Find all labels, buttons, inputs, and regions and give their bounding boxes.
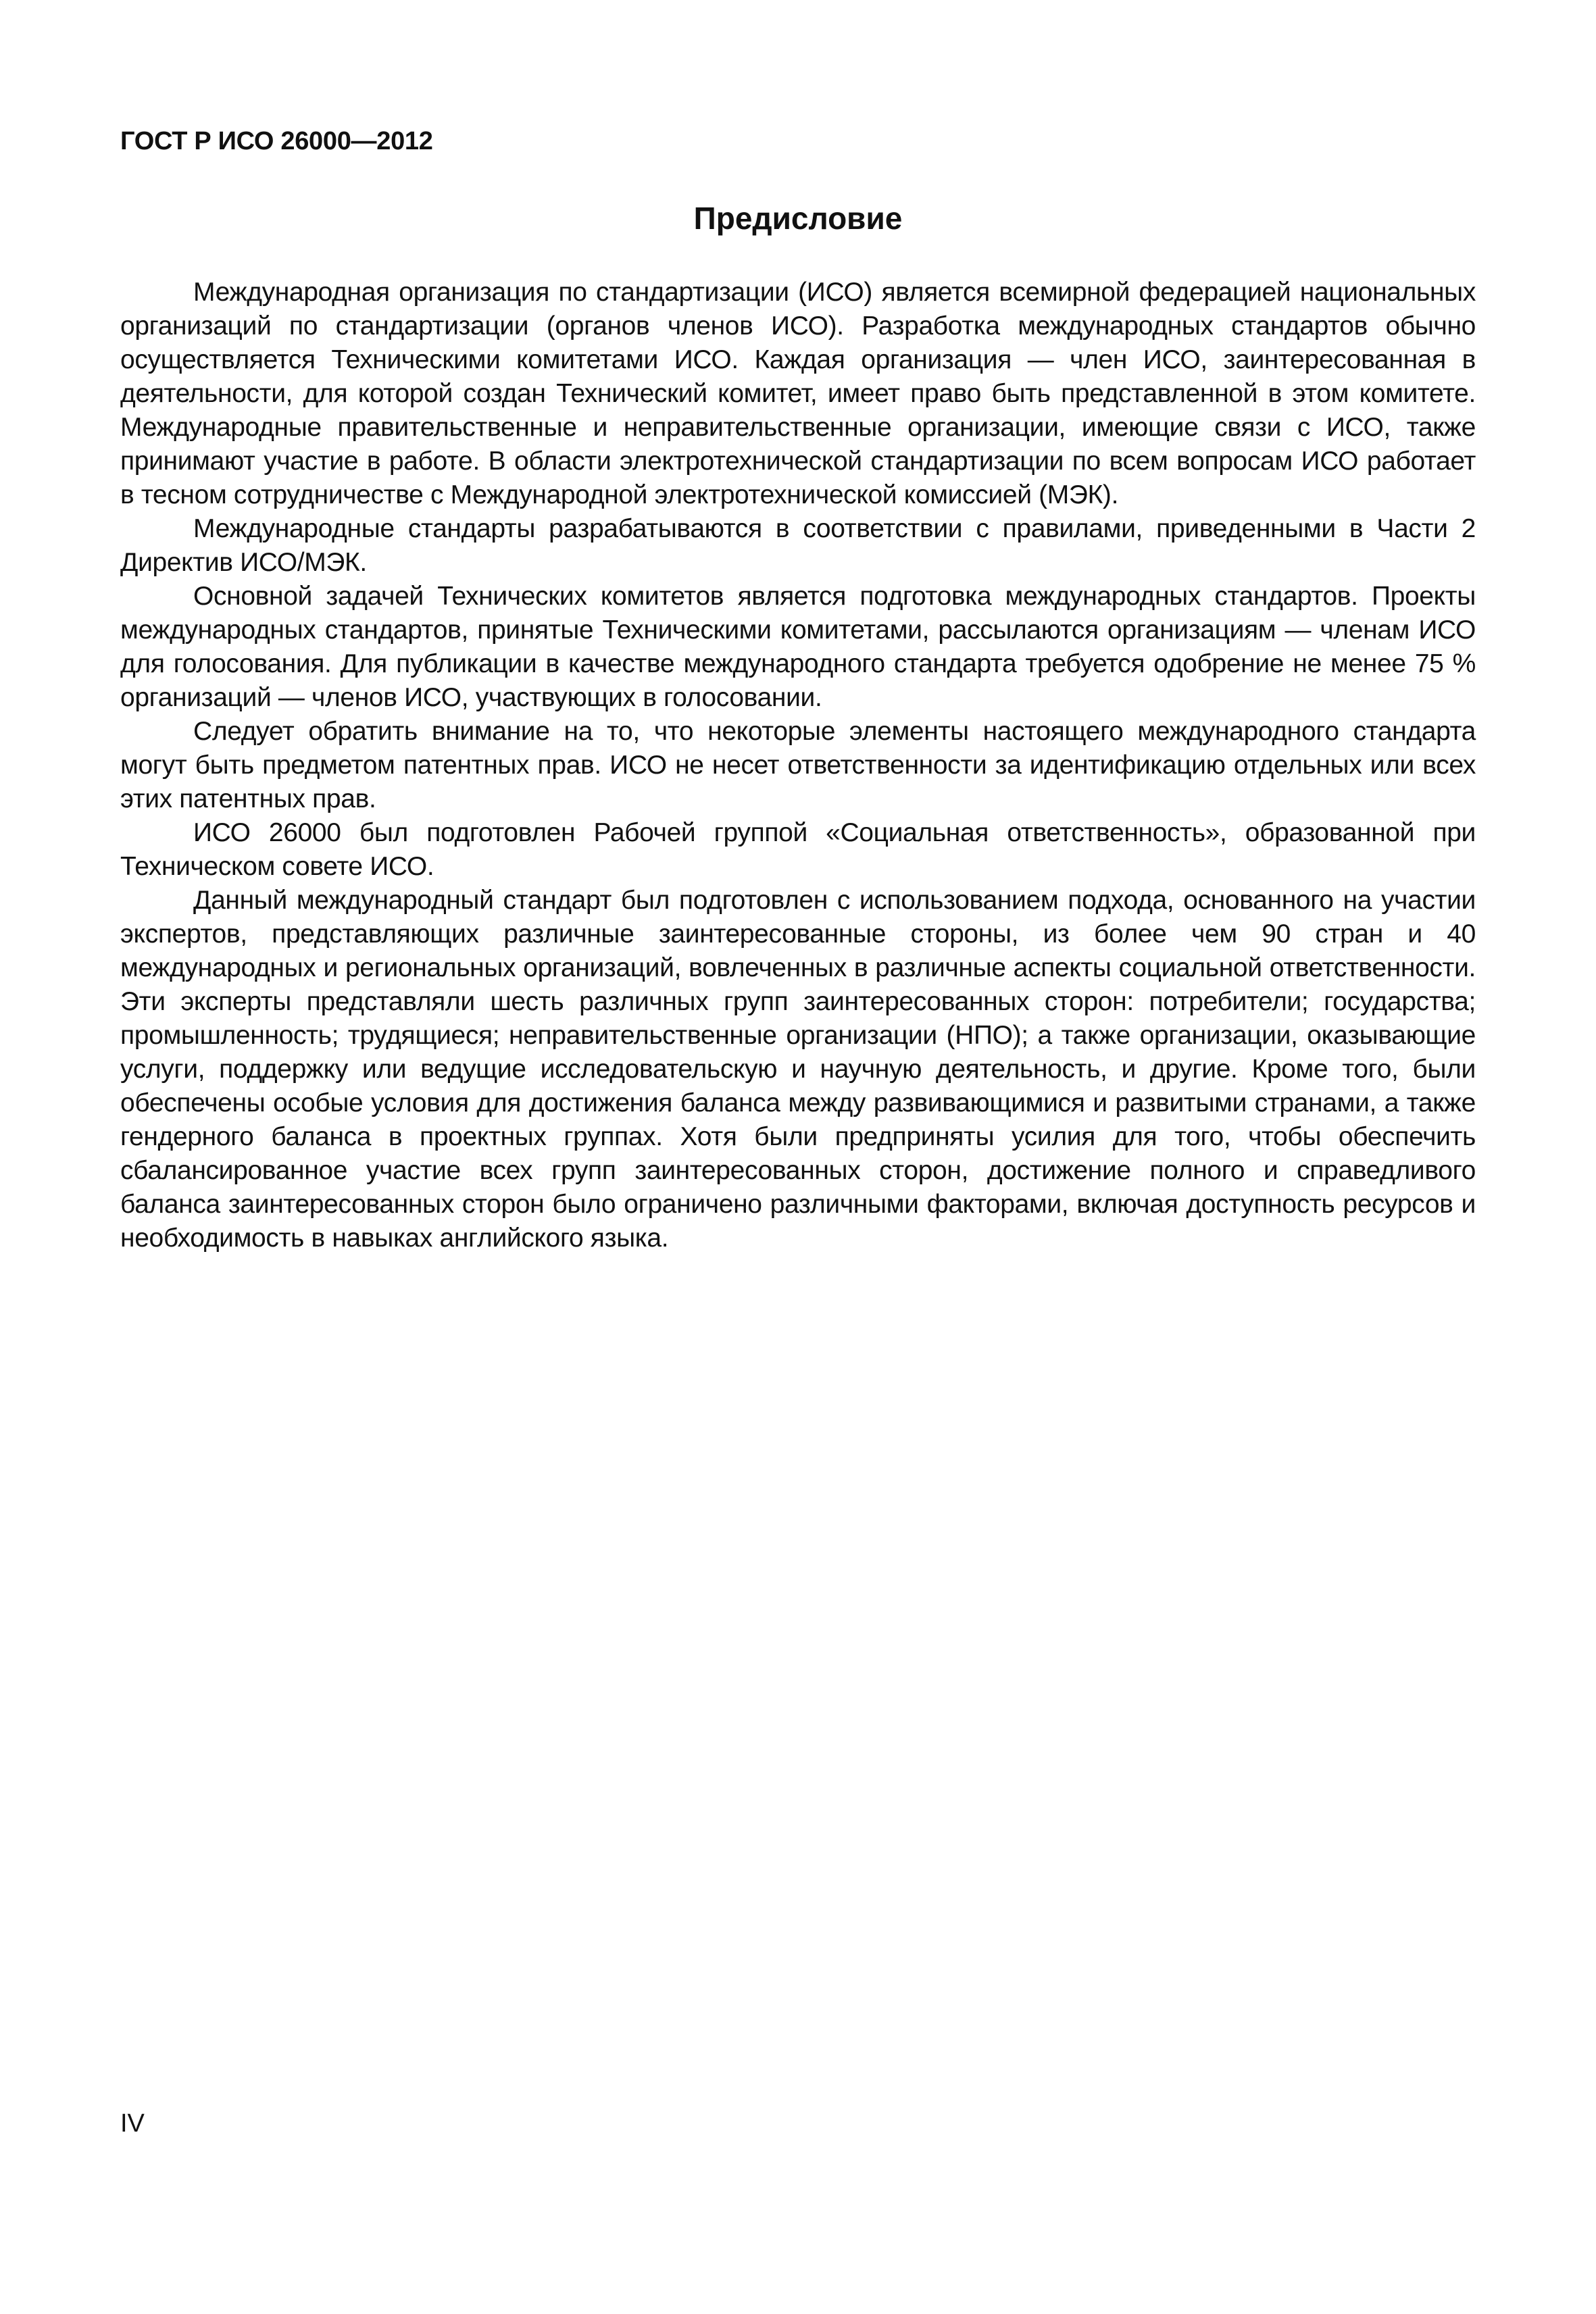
paragraph-3: Основной задачей Технических комитетов является подготовка международных стандартов. Проекты международных стандартов, принятые Техническими комитетами, рассылаются организациям — членам ИСО для голосования. Для публикации в качестве международного стандарта требуется одобрение не менее 75 % организаций — членов ИСО, участвующих в голосовании. [120,582,1476,712]
paragraph-4: Следует обратить внимание на то, что некоторые элементы настоящего международного стандарта могут быть предметом патентных прав. ИСО не несет ответственности за идентификацию отдельных или всех этих патентных прав. [120,717,1476,813]
paragraph-6: Данный международный стандарт был подготовлен с использованием подхода, основанного на участии экспертов, представляющих различные заинтересованные стороны, из более чем 90 стран и 40 международных и региональных организаций, вовлеченных в различные аспекты социальной ответственности. Эти эксперты представляли шесть различных групп заинтересованных сторон: потребители; государства; промышленность; трудящиеся; неправительственные организации (НПО); а также организации, оказывающие услуги, поддержку или ведущие исследовательскую и научную деятельность, и другие. Кроме того, были обеспечены особые условия для достижения баланса между развивающимися и развитыми странами, а также гендерного баланса в проектных группах. Хотя были предприняты усилия для того, чтобы обеспечить сбалансированное участие всех групп заинтересованных сторон, достижение полного и справедливого баланса заинтересованных сторон было ограничено различными факторами, включая доступность ресурсов и необходимость в навыках английского языка. [120,886,1476,1253]
standard-identifier: ГОСТ Р ИСО 26000—2012 [120,127,433,155]
paragraph-5: ИСО 26000 был подготовлен Рабочей группой «Социальная ответственность», образованной при Техническом совете ИСО. [120,818,1476,881]
section-title: Предисловие [693,201,903,236]
paragraph-2: Международные стандарты разрабатываются в соответствии с правилами, приведенными в Части 2 Директив ИСО/МЭК. [120,514,1476,577]
page-number: IV [120,2109,145,2138]
paragraph-1: Международная организация по стандартизации (ИСО) является всемирной федерацией национальных организаций по стандартизации (органов членов ИСО). Разработка международных стандартов обычно осуществляется Техническими комитетами ИСО. Каждая организация — член ИСО, заинтересованная в деятельности, для которой создан Технический комитет, имеет право быть представленной в этом комитете. Международные правительственные и неправительственные организации, имеющие связи с ИСО, также принимают участие в работе. В области электротехнической стандартизации по всем вопросам ИСО работает в тесном сотрудничестве с Международной электротехнической комиссией (МЭК). [120,278,1476,509]
foreword-body [120,276,1476,1255]
